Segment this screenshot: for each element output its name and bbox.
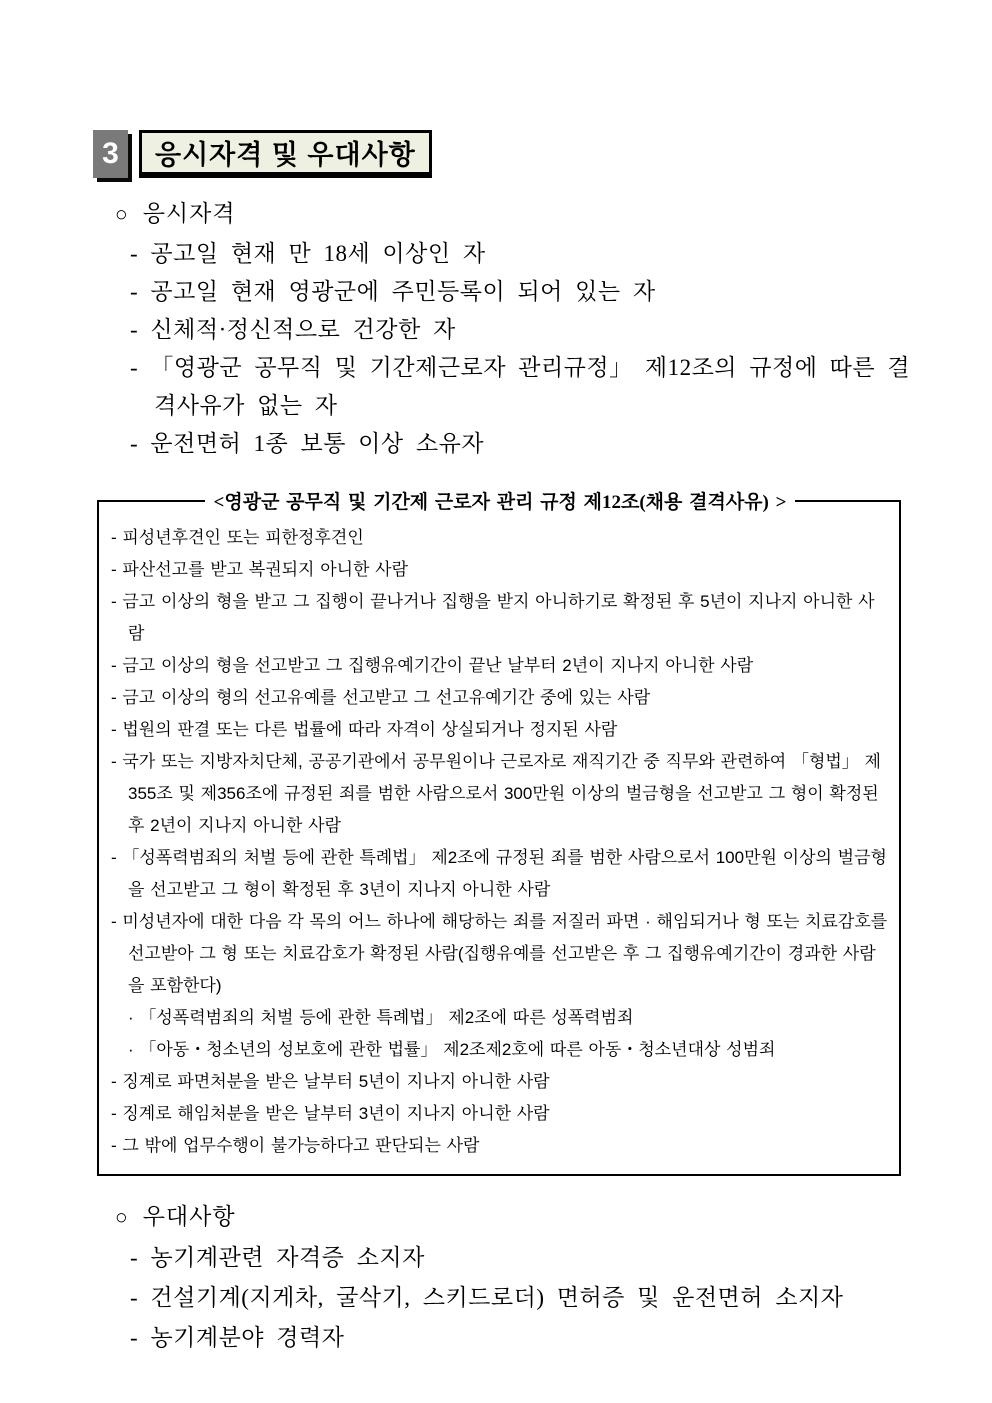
- eligibility-heading-label: 응시자격: [142, 201, 236, 226]
- preferences-list: [130, 1238, 912, 1358]
- list-item: - 피성년후견인 또는 피한정후견인: [111, 528, 364, 547]
- list-item: - 금고 이상의 형의 선고유예를 선고받고 그 선고유예기간 중에 있는 사람: [111, 688, 651, 707]
- sub-list-item: · 「아동・청소년의 성보호에 관한 법률」 제2조제2호에 따른 아동・청소년대상 성범죄: [128, 1040, 776, 1059]
- list-item: - 징계로 해임처분을 받은 날부터 3년이 지나지 아니한 사람: [111, 1104, 550, 1123]
- section-title-box: [139, 130, 432, 178]
- list-item: - 운전면허 1종 보통 이상 소유자: [130, 431, 485, 456]
- list-item: - 국가 또는 지방자치단체, 공공기관에서 공무원이나 근로자로 재직기간 중 직무와 관련하여 「형법」 제355조 및 제356조에 규정된 죄를 범한 사람으로서 300만원 이상의 벌금형을 선고받고 그 형이 확정된 후 2년이 지나지 아니한 사람: [111, 752, 881, 835]
- regulation-list: [111, 522, 889, 1162]
- section-title: 응시자격 및 우대사항: [155, 140, 416, 170]
- list-item: - 농기계분야 경력자: [130, 1325, 345, 1350]
- list-item: - 파산선고를 받고 복권되지 아니한 사람: [111, 560, 409, 579]
- section-number: 3: [102, 137, 119, 170]
- list-item: - 공고일 현재 만 18세 이상인 자: [130, 241, 486, 266]
- list-item: - 금고 이상의 형을 받고 그 집행이 끝나거나 집행을 받지 아니하기로 확정된 후 5년이 지나지 아니한 사람: [111, 592, 875, 643]
- regulation-box-title: <영광군 공무직 및 기간제 근로자 관리 규정 제12조(채용 결격사유) >: [213, 492, 787, 513]
- list-item: - 미성년자에 대한 다음 각 목의 어느 하나에 해당하는 죄를 저질러 파면 · 해임되거나 형 또는 치료감호를 선고받아 그 형 또는 치료감호가 확정된 사람(집행유예를 선고받은 후 그 집행유예기간이 경과한 사람을 포함한다): [111, 912, 888, 995]
- preferences-heading-label: 우대사항: [142, 1204, 236, 1229]
- section-number-badge: [93, 130, 128, 178]
- list-item: - 건설기계(지게차, 굴삭기, 스키드로더) 면허증 및 운전면허 소지자: [130, 1285, 844, 1310]
- list-item: - 그 밖에 업무수행이 불가능하다고 판단되는 사람: [111, 1136, 480, 1155]
- list-item: - 징계로 파면처분을 받은 날부터 5년이 지나지 아니한 사람: [111, 1072, 550, 1091]
- list-item: - 공고일 현재 영광군에 주민등록이 되어 있는 자: [130, 279, 656, 304]
- eligibility-heading: [115, 195, 922, 228]
- sub-list-item: · 「성폭력범죄의 처벌 등에 관한 특례법」 제2조에 따른 성폭력범죄: [128, 1008, 634, 1027]
- list-item: - 「성폭력범죄의 처벌 등에 관한 특례법」 제2조에 규정된 죄를 범한 사람으로서 100만원 이상의 벌금형을 선고받고 그 형이 확정된 후 3년이 지나지 아니한 사람: [111, 848, 887, 899]
- preferences-heading: [115, 1198, 922, 1231]
- section-header: [93, 130, 922, 178]
- list-item: - 법원의 판결 또는 다른 법률에 따라 자격이 상실되거나 정지된 사람: [111, 720, 618, 739]
- list-item: - 농기계관련 자격증 소지자: [130, 1245, 425, 1270]
- circle-marker: ○: [115, 1205, 128, 1229]
- list-item: - 신체적·정신적으로 건강한 자: [130, 317, 456, 342]
- list-item: - 「영광군 공무직 및 기간제근로자 관리규정」 제12조의 규정에 따른 결격사유가 없는 자: [130, 355, 911, 418]
- eligibility-list: [130, 235, 912, 463]
- list-item: - 금고 이상의 형을 선고받고 그 집행유예기간이 끝난 날부터 2년이 지나지 아니한 사람: [111, 656, 754, 675]
- regulation-box: [97, 487, 901, 1176]
- preferences-section: [93, 1198, 922, 1358]
- circle-marker: ○: [115, 202, 128, 226]
